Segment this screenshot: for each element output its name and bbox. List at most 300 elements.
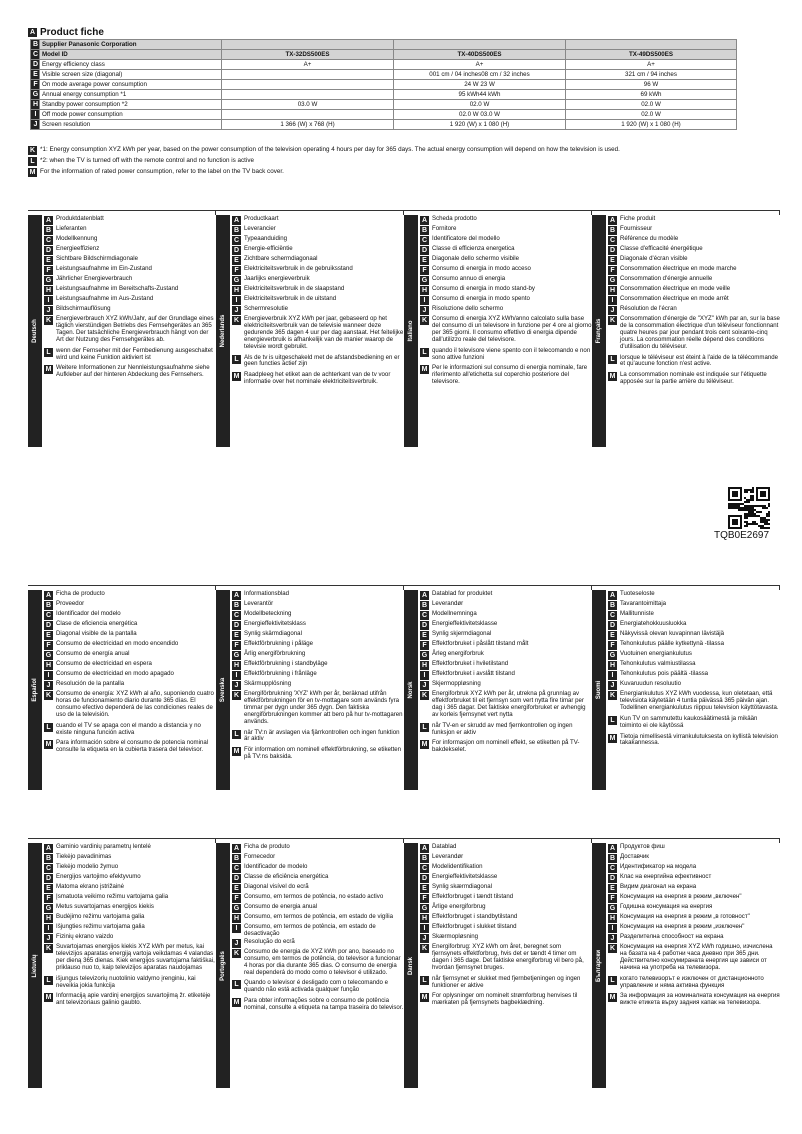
- letter-badge: K: [45, 692, 52, 699]
- item-text: Leistungsaufnahme im Bereitschafts-Zustand: [56, 285, 179, 292]
- letter-badge: G: [421, 652, 428, 659]
- item-text: Informationsblad: [244, 590, 290, 597]
- item-text: Elektriciteitsverbruik in de slaapstand: [244, 285, 345, 292]
- letter-badge: A: [421, 592, 428, 599]
- letter-badge: F: [420, 641, 429, 650]
- list-item: [232, 863, 404, 873]
- spec-row: [31, 60, 737, 70]
- list-item: [44, 943, 216, 972]
- letter-badge: L: [420, 348, 429, 357]
- qr-code-icon: [728, 487, 770, 529]
- letter-badge: C: [45, 865, 52, 872]
- item-text: Consumo de electricidad en espera: [56, 660, 152, 667]
- list-item: [608, 893, 780, 903]
- list-item: [608, 255, 780, 265]
- item-text: Консумация на енергия в режим „включен": [620, 893, 742, 900]
- qr-code-label: TQB0E2697: [714, 530, 770, 541]
- list-item: [232, 590, 404, 600]
- list-item: [608, 883, 780, 893]
- list-item: [608, 295, 780, 305]
- list-item: [44, 630, 216, 640]
- item-text: Skjermoppløsning: [432, 680, 481, 687]
- letter-badge: A: [233, 845, 240, 852]
- list-item: [232, 938, 404, 948]
- letter-badge: K: [45, 317, 52, 324]
- letter-badge: D: [609, 875, 616, 882]
- letter-badge: E: [420, 256, 429, 265]
- spec-value: 321 cm / 94 inches: [566, 70, 737, 80]
- language-tab: [28, 590, 42, 790]
- footnote-text: *1: Energy consumption XYZ kWh per year, based on the power consumption of the television operating 4 hours per day for 365 days. The actual energy consumption will depend on how the television is used.: [40, 146, 620, 153]
- item-text: Leverandør: [432, 853, 464, 860]
- list-item: [44, 873, 216, 883]
- item-text: Tehonkulutus päälle kytkettynä -tilassa: [620, 640, 724, 647]
- letter-badge: K: [233, 949, 240, 957]
- language-tab: [216, 215, 230, 447]
- item-text: La consommation nominale est indiquée sur l'étiquette apposée sur la partie arrière du téléviseur.: [620, 371, 767, 386]
- list-item: [232, 650, 404, 660]
- letter-badge: M: [29, 169, 36, 176]
- spec-value: [222, 70, 394, 80]
- letter-badge: A: [233, 592, 240, 599]
- item-text: Identificador del modelo: [56, 610, 121, 617]
- list-item: [420, 215, 592, 225]
- language-block: [216, 210, 404, 447]
- list-item: [420, 305, 592, 315]
- letter-badge: A: [609, 845, 616, 852]
- item-text: Energiankulutus XYZ kWh vuodessa, kun oletetaan, että televisiota käytetään 4 tuntia päivässä 365 päivän ajan. Todellinen energiankulutus riippuu television käyttötavasta.: [620, 690, 779, 711]
- letter-badge: F: [420, 894, 429, 903]
- list-item: [44, 215, 216, 225]
- letter-badge: G: [32, 91, 39, 98]
- item-text: Leverantör: [244, 600, 274, 607]
- list-item: [232, 255, 404, 265]
- item-text: Modellkennung: [56, 235, 98, 242]
- footnote-text: For the information of rated power consumption, refer to the label on the TV back cover.: [40, 168, 284, 175]
- letter-badge: G: [609, 652, 616, 659]
- letter-badge: G: [233, 652, 240, 659]
- item-text: Jaarlijks energieverbruik: [244, 275, 310, 282]
- letter-badge: D: [609, 622, 616, 629]
- item-text: Årleg energiforbruk: [432, 650, 484, 657]
- list-item: [232, 873, 404, 883]
- list-item: [608, 873, 780, 883]
- footnote: [28, 168, 728, 177]
- list-item: [608, 265, 780, 275]
- item-text: Diagonale d'écran visible: [620, 255, 688, 262]
- list-item: [44, 863, 216, 873]
- list-item: [420, 883, 592, 893]
- item-text: Produktdatenblatt: [56, 215, 104, 222]
- letter-badge: E: [232, 884, 241, 893]
- list-item: [608, 315, 780, 351]
- letter-badge: F: [608, 894, 617, 903]
- item-text: Consommation électrique en mode veille: [620, 285, 731, 292]
- list-item: [420, 245, 592, 255]
- letter-badge: I: [608, 671, 617, 680]
- language-name: Italiano: [408, 320, 414, 342]
- item-text: Synlig skærmdiagonal: [432, 883, 492, 890]
- item-text: Risoluzione dello schermo: [432, 305, 504, 312]
- letter-badge: B: [45, 855, 52, 862]
- letter-badge: D: [45, 622, 52, 629]
- list-item: [608, 690, 780, 712]
- letter-badge: J: [44, 306, 53, 315]
- item-text: Ficha de produto: [244, 843, 290, 850]
- list-item: [420, 933, 592, 943]
- item-text: Tuoteseloste: [620, 590, 655, 597]
- list-item: [420, 670, 592, 680]
- item-text: Effektforbruket i påslått tilstand målt: [432, 640, 529, 647]
- item-text: Tietoja nimellisestä virrankulutuksesta on kyllistä television takakannessa.: [620, 732, 778, 747]
- language-block: [216, 838, 404, 1088]
- spec-row: [31, 110, 737, 120]
- letter-badge: G: [421, 905, 428, 912]
- item-text: Fornecedor: [244, 853, 276, 860]
- list-item: [44, 853, 216, 863]
- list-item: [420, 265, 592, 275]
- language-tab: [216, 843, 230, 1088]
- letter-badge: H: [233, 662, 240, 669]
- list-item: [608, 245, 780, 255]
- item-text: Schermresolutie: [244, 305, 289, 312]
- list-item: [44, 913, 216, 923]
- letter-badge: K: [29, 147, 36, 154]
- list-item: [608, 863, 780, 873]
- item-text: Energieffektivitetsklasse: [432, 873, 498, 880]
- item-text: Consumo de electricidad en modo encendido: [56, 640, 179, 647]
- letter-badge: L: [608, 716, 617, 725]
- list-item: [420, 893, 592, 903]
- letter-badge: G: [45, 652, 52, 659]
- letter-badge: A: [609, 217, 616, 224]
- letter-badge: F: [44, 641, 53, 650]
- list-item: [232, 315, 404, 351]
- item-text: Diagonal visible de la pantalla: [56, 630, 137, 637]
- list-item: [44, 680, 216, 690]
- list-item: [232, 670, 404, 680]
- item-text: Consommation d'énergie annuelle: [620, 275, 713, 282]
- list-item: [608, 275, 780, 285]
- letter-badge: K: [45, 945, 52, 952]
- item-text: Informaciją apie vardinį energijos suvartojimą žr. etiketėje ant televizoriaus galinio gaubto.: [56, 992, 211, 1007]
- list-item: [420, 275, 592, 285]
- list-item: [44, 225, 216, 235]
- list-item: [420, 364, 592, 386]
- letter-badge: M: [609, 373, 616, 381]
- list-item: [44, 739, 216, 754]
- list-item: [420, 660, 592, 670]
- language-name: Lietuvių: [32, 953, 38, 978]
- item-text: Energieffektivitetsklasse: [432, 620, 498, 627]
- list-item: [232, 903, 404, 913]
- list-item: [44, 722, 216, 737]
- language-name: Français: [596, 318, 602, 344]
- list-item: [232, 690, 404, 726]
- letter-badge: G: [45, 277, 52, 284]
- language-block: [404, 585, 592, 790]
- letter-badge: L: [232, 730, 241, 739]
- spec-value: 1 920 (W) x 1 080 (H): [566, 120, 737, 130]
- letter-badge: H: [32, 101, 39, 108]
- list-item: [232, 275, 404, 285]
- list-item: [232, 620, 404, 630]
- letter-badge: J: [608, 306, 617, 315]
- item-text: Näkyvissä olevan kuvapinnan lävistäjä: [620, 630, 724, 637]
- item-text: Proveedor: [56, 600, 85, 607]
- spec-label: Visible screen size (diagonal): [40, 70, 222, 80]
- list-item: [44, 265, 216, 275]
- letter-badge: I: [420, 296, 429, 305]
- item-text: Per le informazioni sul consumo di energia nominale, fare riferimento all'etichetta sul coperchio posteriore del televisore.: [432, 364, 588, 386]
- letter-badge: C: [421, 237, 428, 244]
- item-text: išjungus televizorių nuotolinio valdymo įrenginiu, kai neveikia jokia funkcija: [56, 974, 196, 989]
- language-block: [404, 838, 592, 1088]
- letter-badge: E: [232, 631, 241, 640]
- list-item: [232, 225, 404, 235]
- list-item: [44, 843, 216, 853]
- list-item: [608, 670, 780, 680]
- spec-value: 69 kWh: [566, 90, 737, 100]
- item-text: For oplysninger om nominelt strømforbrug henvises til mærkaten på fjernsynets bagbeklædning.: [432, 992, 578, 1007]
- item-text: når TV-en er skrudd av med fjernkontrollen og ingen funksjon er aktiv: [432, 721, 573, 736]
- letter-badge: K: [421, 317, 428, 324]
- list-item: [44, 640, 216, 650]
- list-item: [232, 979, 404, 994]
- letter-badge: L: [44, 723, 53, 732]
- spec-value: A+: [394, 60, 566, 70]
- letter-badge: J: [232, 306, 241, 315]
- letter-badge: I: [232, 924, 241, 933]
- item-text: cuando el TV se apaga con el mando a distancia y no existe ninguna función activa: [56, 721, 201, 736]
- list-item: [420, 650, 592, 660]
- item-text: когато телевизорът е изключен от дистанционното управление и няма активна функция: [620, 974, 764, 989]
- list-item: [232, 660, 404, 670]
- list-item: [608, 215, 780, 225]
- item-text: Productkaart: [244, 215, 279, 222]
- list-item: [420, 590, 592, 600]
- letter-badge: M: [233, 373, 240, 381]
- item-text: Tehonkulutus pois päältä -tilassa: [620, 670, 709, 677]
- letter-badge: E: [420, 884, 429, 893]
- language-block: [28, 585, 216, 790]
- item-text: Elektriciteitsverbruik in de uitstand: [244, 295, 337, 302]
- letter-badge: I: [420, 924, 429, 933]
- list-item: [44, 600, 216, 610]
- item-text: Matoma ekrano įstrižainė: [56, 883, 125, 890]
- language-name: Svenska: [220, 677, 226, 703]
- letter-badge: A: [45, 592, 52, 599]
- spec-value: [222, 40, 394, 50]
- letter-badge: K: [233, 317, 240, 324]
- spec-value: A+: [222, 60, 394, 70]
- letter-badge: K: [609, 692, 616, 699]
- item-text: Energiförbrukning 'XYZ' kWh per år, beräknad utifrån effektförbrukningen för en tv-mottagare som används fyra timmar per dygn under 365 dygn. Den faktiska energiförbrukningen kommer att bero på hur tv-mottagaren används.: [244, 690, 403, 725]
- language-tab: [404, 215, 418, 447]
- letter-badge: J: [608, 934, 617, 943]
- spec-value: 24 W 23 W: [394, 80, 566, 90]
- letter-badge: C: [421, 865, 428, 872]
- list-item: [608, 933, 780, 943]
- language-block: [216, 585, 404, 790]
- list-item: [44, 285, 216, 295]
- list-item: [44, 295, 216, 305]
- item-text: Effektforbruget i slukket tilstand: [432, 923, 517, 930]
- list-item: [608, 975, 780, 990]
- list-item: [232, 913, 404, 923]
- spec-value: TX-49DS500ES: [566, 50, 737, 60]
- list-item: [44, 893, 216, 903]
- spec-row: [31, 120, 737, 130]
- list-item: [232, 235, 404, 245]
- list-item: [44, 992, 216, 1007]
- title-text: Product fiche: [40, 26, 104, 38]
- letter-badge: D: [609, 247, 616, 254]
- letter-badge: M: [609, 734, 616, 742]
- letter-badge: H: [609, 915, 616, 922]
- item-text: Quando o televisor é desligado com o telecomando e quando não está activada qualquer função: [244, 979, 388, 994]
- list-item: [44, 364, 216, 379]
- letter-badge: A: [29, 28, 36, 36]
- language-tab: [592, 843, 606, 1088]
- item-text: Разделителна способност на екрана: [620, 933, 724, 940]
- list-item: [232, 853, 404, 863]
- item-text: Consommation électrique en mode arrêt: [620, 295, 729, 302]
- item-text: Energieffektivitetsklass: [244, 620, 306, 627]
- item-text: Modellnemninga: [432, 610, 477, 617]
- language-block: [592, 585, 780, 790]
- list-item: [420, 992, 592, 1007]
- language-tab: [592, 590, 606, 790]
- list-item: [232, 371, 404, 386]
- item-text: Energie-efficiëntie: [244, 245, 293, 252]
- letter-badge: K: [421, 945, 428, 952]
- item-text: Typeaanduiding: [244, 235, 288, 242]
- item-text: wenn der Fernseher mit der Fernbedienung ausgeschaltet wird und keine Funktion aktiviert ist: [56, 346, 213, 361]
- letter-badge: E: [44, 631, 53, 640]
- item-text: Scheda prodotto: [432, 215, 477, 222]
- item-text: Effektförbrukning i standbyläge: [244, 660, 328, 667]
- list-item: [44, 933, 216, 943]
- letter-badge: E: [44, 884, 53, 893]
- letter-badge: C: [233, 865, 240, 872]
- language-name: Português: [220, 950, 226, 981]
- list-item: [232, 893, 404, 903]
- letter-badge: B: [233, 227, 240, 234]
- item-text: Effektförbrukning i påläge: [244, 640, 313, 647]
- letter-badge: I: [44, 924, 53, 933]
- item-text: Résolution de l'écran: [620, 305, 677, 312]
- spec-row: [31, 90, 737, 100]
- list-item: [608, 225, 780, 235]
- item-text: Consumo, em termos de potência, em estado de vigília: [244, 913, 394, 920]
- list-item: [44, 690, 216, 719]
- item-text: Годишна консумация на енергия: [620, 903, 713, 910]
- item-text: Leverandør: [432, 600, 464, 607]
- letter-badge: E: [608, 884, 617, 893]
- list-item: [420, 640, 592, 650]
- letter-badge: A: [609, 592, 616, 599]
- item-text: Vuotuinen energiankulutus: [620, 650, 692, 657]
- item-text: Weitere Informationen zur Nennleistungsaufnahme siehe Aufkleber auf der hinteren Abdeckung des Fernsehers.: [56, 364, 210, 379]
- item-text: Consumo annuo di energia: [432, 275, 506, 282]
- list-item: [420, 315, 592, 344]
- list-item: [44, 650, 216, 660]
- item-text: Leistungsaufnahme im Aus-Zustand: [56, 295, 154, 302]
- item-text: Идентификатор на модела: [620, 863, 697, 870]
- item-text: Консумация на енергия в режим „изключен": [620, 923, 745, 930]
- item-text: Kuvaruudun resoluutio: [620, 680, 681, 687]
- list-item: [44, 275, 216, 285]
- item-text: Budėjimo režimu vartojama galia: [56, 913, 145, 920]
- item-text: Datablad for produktet: [432, 590, 493, 597]
- item-text: Référence du modèle: [620, 235, 679, 242]
- item-text: Видим диагонал на екрана: [620, 883, 697, 890]
- item-text: när TV:n är avslagen via fjärrkontrollen och ingen funktion är aktiv: [244, 728, 400, 743]
- item-text: Energiatehokkuusluokka: [620, 620, 687, 627]
- spec-label: Supplier Panasonic Corporation: [40, 40, 222, 50]
- item-text: Consumo, em termos de potência, no estado activo: [244, 893, 384, 900]
- language-tab: [28, 843, 42, 1088]
- letter-badge: B: [32, 41, 39, 48]
- item-text: За информация за номиналната консумация на енергия вижте етикета върху задния капак на телевизора.: [620, 992, 780, 1007]
- list-item: [232, 997, 404, 1012]
- item-text: Ficha de producto: [56, 590, 105, 597]
- item-text: Консумация на енергия XYZ kWh годишно, изчислена на базата на 4 работни часа дневно при 365 дни. Действително консумираната енергия ще зависи от начина на употреба на телевизора.: [620, 943, 773, 971]
- letter-badge: H: [609, 287, 616, 294]
- item-text: Bildschirmauflösung: [56, 305, 111, 312]
- language-tab: [404, 843, 418, 1088]
- spec-table: [30, 39, 737, 130]
- list-item: [232, 354, 404, 369]
- item-text: Datablad: [432, 843, 457, 850]
- letter-badge: H: [45, 662, 52, 669]
- list-item: [232, 285, 404, 295]
- list-item: [232, 295, 404, 305]
- item-text: Leverancier: [244, 225, 276, 232]
- letter-badge: J: [420, 306, 429, 315]
- list-item: [420, 913, 592, 923]
- list-item: [420, 680, 592, 690]
- letter-badge: F: [232, 894, 241, 903]
- list-item: [420, 630, 592, 640]
- item-text: Energieverbrauch XYZ kWh/Jahr, auf der Grundlage eines täglich vierstündigen Betriebs des Fernsehgerätes an 365 Tagen. Der tatsächliche Energieverbrauch hängt von der Art der Nutzung des Fernsehgerätes ab.: [56, 315, 214, 343]
- list-item: [420, 620, 592, 630]
- letter-badge: A: [233, 217, 240, 224]
- language-name: Dansk: [408, 956, 414, 975]
- letter-badge: L: [44, 976, 53, 985]
- item-text: Energiforbrug: XYZ kWh om året, beregnet som fjernsynets effektforbrug, hvis det er tændt 4 timer om dagen i 365 dage. Det faktiske energiforbrug vil bero på, hvordan fjernsynet bruges.: [432, 943, 584, 971]
- list-item: [608, 285, 780, 295]
- letter-badge: L: [420, 976, 429, 985]
- letter-badge: M: [233, 999, 240, 1007]
- list-item: [44, 255, 216, 265]
- letter-badge: D: [45, 875, 52, 882]
- item-text: For informasjon om nominell effekt, se etiketten på TV-bakdekselet.: [432, 739, 580, 754]
- letter-badge: L: [608, 355, 617, 364]
- letter-badge: J: [420, 681, 429, 690]
- list-item: [608, 923, 780, 933]
- letter-badge: C: [609, 865, 616, 872]
- item-text: Kun TV on sammutettu kaukosäätimestä ja mikään toiminto ei ole käytössä: [620, 714, 758, 729]
- list-item: [420, 975, 592, 990]
- item-text: Tiekėjo pavadinimas: [56, 853, 112, 860]
- list-item: [44, 975, 216, 990]
- item-text: Effektforbruket i avslått tilstand: [432, 670, 515, 677]
- list-item: [232, 948, 404, 977]
- list-item: [420, 610, 592, 620]
- spec-value: 03.0 W: [222, 100, 394, 110]
